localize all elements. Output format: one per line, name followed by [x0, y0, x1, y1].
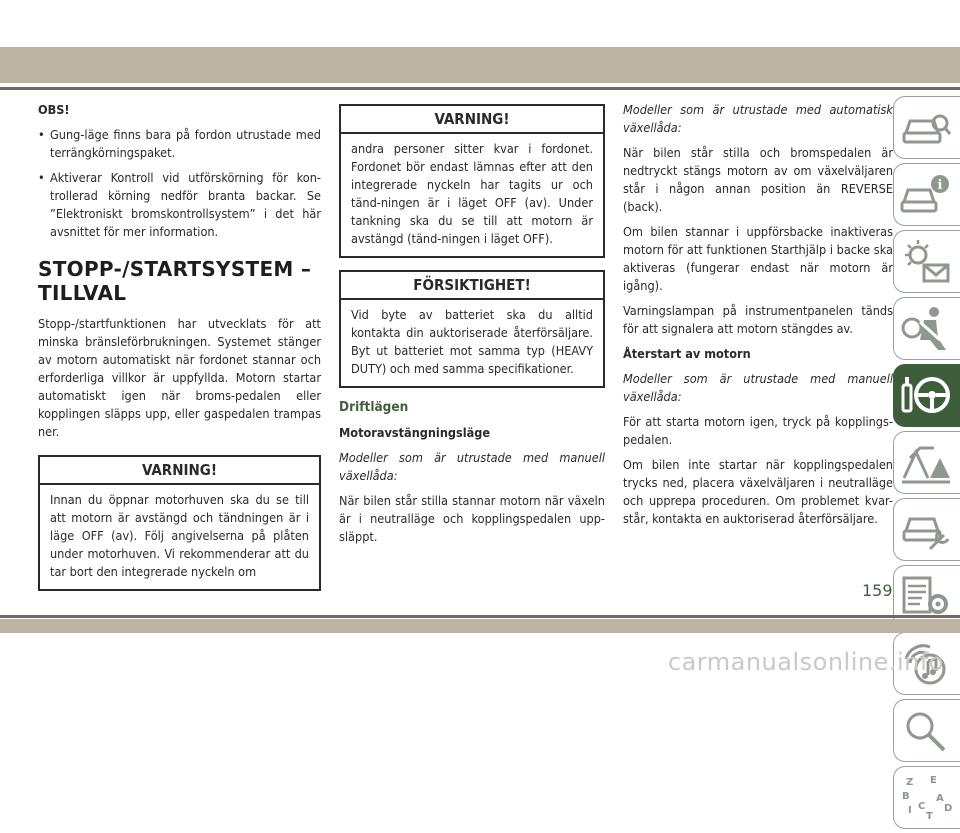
subsection-heading: Driftlägen: [339, 399, 409, 415]
tab-in-case-of-emergency[interactable]: [893, 431, 960, 494]
index-letter: B: [902, 791, 910, 802]
tab-customer-assistance[interactable]: [893, 699, 960, 762]
car-info-icon: [900, 170, 952, 220]
section-title: STOPP-/STARTSYSTEM – TILLVAL: [38, 257, 312, 305]
index-letter: Z: [906, 777, 914, 788]
warning-light-mail-icon: [900, 237, 952, 287]
warning-lamp-text: Varningslampan på instrumentpanelen tänds för att signalera att motorn stängdes av.: [623, 303, 893, 336]
caution-text: Vid byte av batteriet ska du alltid kontakta din auktoriserade återförsäljare. Byt ut batteriet mot samma typ (HEAVY DUTY) och med samma specifikationer.: [351, 307, 593, 376]
mode-label: Motoravstängningsläge: [339, 425, 491, 440]
restart-heading: Återstart av motorn: [623, 346, 751, 361]
tab-safety[interactable]: [893, 297, 960, 360]
roadside-warning-icon: [900, 438, 952, 488]
bullet-icon: •: [38, 127, 45, 142]
index-letter: T: [926, 811, 933, 822]
manual-gearbox-label: Modeller som är utrustade med manuell växellåda:: [339, 450, 605, 483]
manual-gearbox-text: När bilen står stilla stannar motorn när växeln är i neutralläge och kopplingspedalen upp-släppt.: [339, 493, 605, 544]
tab-index[interactable]: [893, 766, 960, 829]
svg-text:i: i: [937, 178, 943, 193]
manual-gearbox-label: Modeller som är utrustade med manuell växellåda:: [623, 371, 893, 404]
index-letter: I: [908, 805, 912, 816]
index-letter: E: [930, 775, 937, 786]
warning-box: [38, 455, 321, 591]
search-magnifier-icon: [900, 706, 952, 756]
tab-starting-operating[interactable]: [893, 364, 960, 427]
tab-instrument-panel[interactable]: [893, 230, 960, 293]
note-label: OBS!: [38, 102, 70, 117]
warning-box-continued: [339, 104, 605, 258]
column-left: [38, 101, 321, 601]
tab-getting-to-know[interactable]: [893, 96, 960, 159]
restart-text: För att starta motorn igen, tryck på kopplings-pedalen.: [623, 414, 893, 447]
restart-failure-text: Om bilen inte startar när kopplingspedalen trycks ned, placera växelväljaren i neutralläge och upprepa proceduren. Om problemet kvar-står, kontakta en auktoriserad återförsäljare.: [623, 457, 893, 526]
index-letter: D: [944, 803, 952, 814]
bullet-text: Aktiverar Kontroll vid utförskörning för kon-trollerad körning nedför branta backar. Se ”Elektroniskt bromskontrollsystem” i det här avsnittet för mer information.: [50, 170, 321, 239]
warning-heading: VARNING!: [341, 106, 603, 134]
steering-wheel-key-icon: [900, 371, 952, 421]
alphabetical-index-icon: [900, 773, 952, 823]
car-search-icon: [900, 103, 952, 153]
index-letter: A: [936, 793, 944, 804]
page-number: 159: [862, 581, 893, 600]
column-middle: [339, 104, 605, 553]
seat-airbag-icon: [900, 304, 952, 354]
column-right: [623, 101, 893, 535]
header-band: [0, 47, 960, 83]
bullet-icon: •: [38, 170, 45, 185]
caution-heading: FÖRSIKTIGHET!: [341, 272, 603, 300]
footer-band: [0, 619, 960, 633]
list-item: [38, 169, 321, 241]
automatic-gearbox-text: När bilen står stilla och bromspedalen är nedtryckt stängs motorn av om växelväljaren står i någon annan position än REVERSE (back).: [623, 145, 893, 214]
tab-vehicle-info[interactable]: [893, 163, 960, 226]
warning-heading: VARNING!: [40, 457, 319, 485]
bullet-text: Gung-läge finns bara på fordon utrustade med terrängkörningspaket.: [50, 127, 321, 160]
index-letter: C: [918, 801, 926, 812]
tab-servicing-maintenance[interactable]: [893, 498, 960, 561]
chapter-tabs: [893, 96, 960, 833]
car-maintenance-icon: [900, 505, 952, 555]
footer-rule: [0, 615, 960, 618]
header-rule: [0, 87, 960, 90]
list-item: [38, 126, 321, 162]
hill-start-text: Om bilen stannar i uppförsbacke inaktiveras motorn för att funktionen Starthjälp i backe ska aktiveras (fungerar endast när motorn är igång).: [623, 224, 893, 293]
automatic-gearbox-label: Modeller som är utrustade med automatisk växellåda:: [623, 102, 893, 135]
intro-paragraph: Stopp-/startfunktionen har utvecklats för att minska bränsleförbrukningen. Systemet stänger av motorn automatiskt när fordonet stannar och erforderliga villkor är uppfyllda. Motorn startar automatiskt igen när broms-pedalen eller kopplingen släpps upp, eller gaspedalen trampas ner.: [38, 316, 321, 439]
watermark: carmanualsonline.info: [667, 648, 944, 676]
warning-text: andra personer sitter kvar i fordonet. Fordonet bör endast lämnas efter att den integrerade nyckeln har tagits ur och tänd-ningen är i läget OFF (av). Under tankning ska du se till att motorn är avstängd (tänd-ningen i läget OFF).: [351, 141, 593, 246]
caution-box: [339, 270, 605, 388]
warning-text: Innan du öppnar motorhuven ska du se till att motorn är avstängd och tändningen är i läge OFF (av). Följ angivelserna på plåten under motorhuven. Vi rekommenderar att du tar bort den integrerade nyckeln om: [50, 492, 309, 579]
